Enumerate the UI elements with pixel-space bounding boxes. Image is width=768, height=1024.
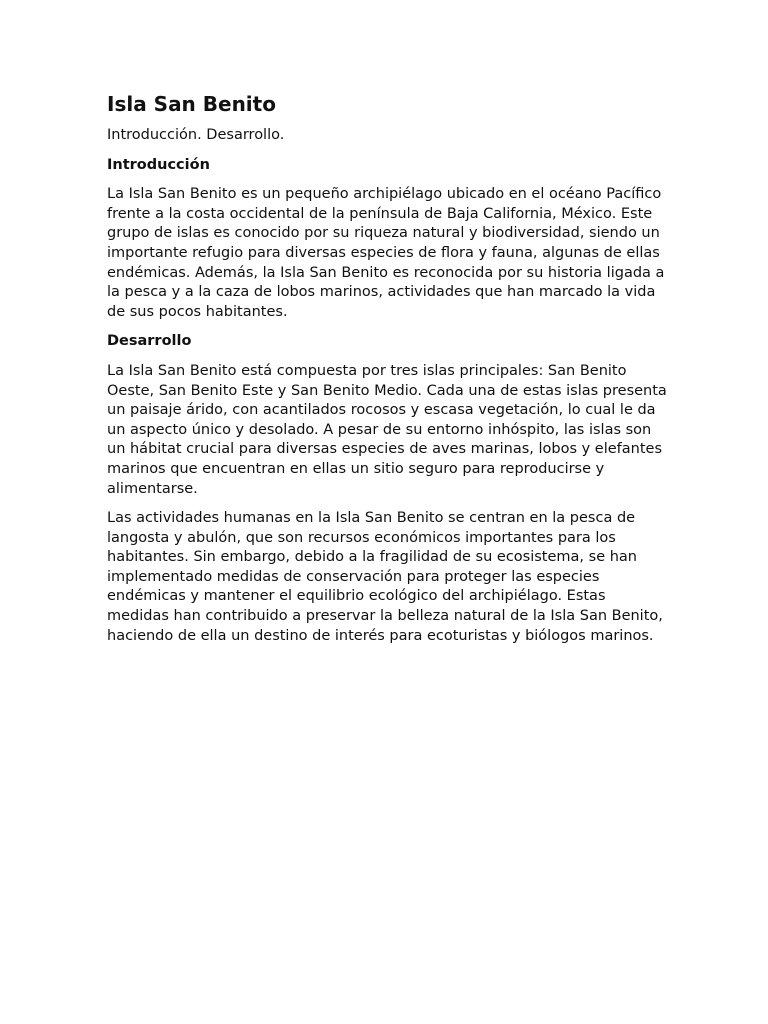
section-heading-introduccion: Introducción [107,156,210,173]
document-title: Isla San Benito [107,92,276,116]
document-page [107,90,667,656]
table-of-contents: Introducción. Desarrollo. [107,127,285,143]
section-desarrollo [107,332,667,646]
section-heading-desarrollo: Desarrollo [107,333,192,350]
paragraph-introduccion-1: La Isla San Benito es un pequeño archipiélago ubicado en el océano Pacífico frente a la costa occidental de la península de Baja California, México. Este grupo de islas es conocido por su riqueza natural y biodiversidad, siendo un importante refugio para diversas especies de flora y fauna, algunas de ellas endémicas. Además, la Isla San Benito es reconocida por su historia ligada a la pesca y a la caza de lobos marinos, actividades que han marcado la vida de sus pocos habitantes. [107,186,665,320]
paragraph-desarrollo-2: Las actividades humanas en la Isla San Benito se centran en la pesca de langosta y abulón, que son recursos económicos importantes para los habitantes. Sin embargo, debido a la fragilidad de su ecosistema, se han implementado medidas de conservación para proteger las especies endémicas y mantener el equilibrio ecológico del archipiélago. Estas medidas han contribuido a preservar la belleza natural de la Isla San Benito, haciendo de ella un destino de interés para ecoturistas y biólogos marinos. [107,510,663,644]
section-introduccion [107,156,667,323]
paragraph-desarrollo-1: La Isla San Benito está compuesta por tres islas principales: San Benito Oeste, San Benito Este y San Benito Medio. Cada una de estas islas presenta un paisaje árido, con acantilados rocosos y escasa vegetación, lo cual le da un aspecto único y desolado. A pesar de su entorno inhóspito, las islas son un hábitat crucial para diversas especies de aves marinas, lobos y elefantes marinos que encuentran en ellas un sitio seguro para reproducirse y alimentarse. [107,362,667,497]
